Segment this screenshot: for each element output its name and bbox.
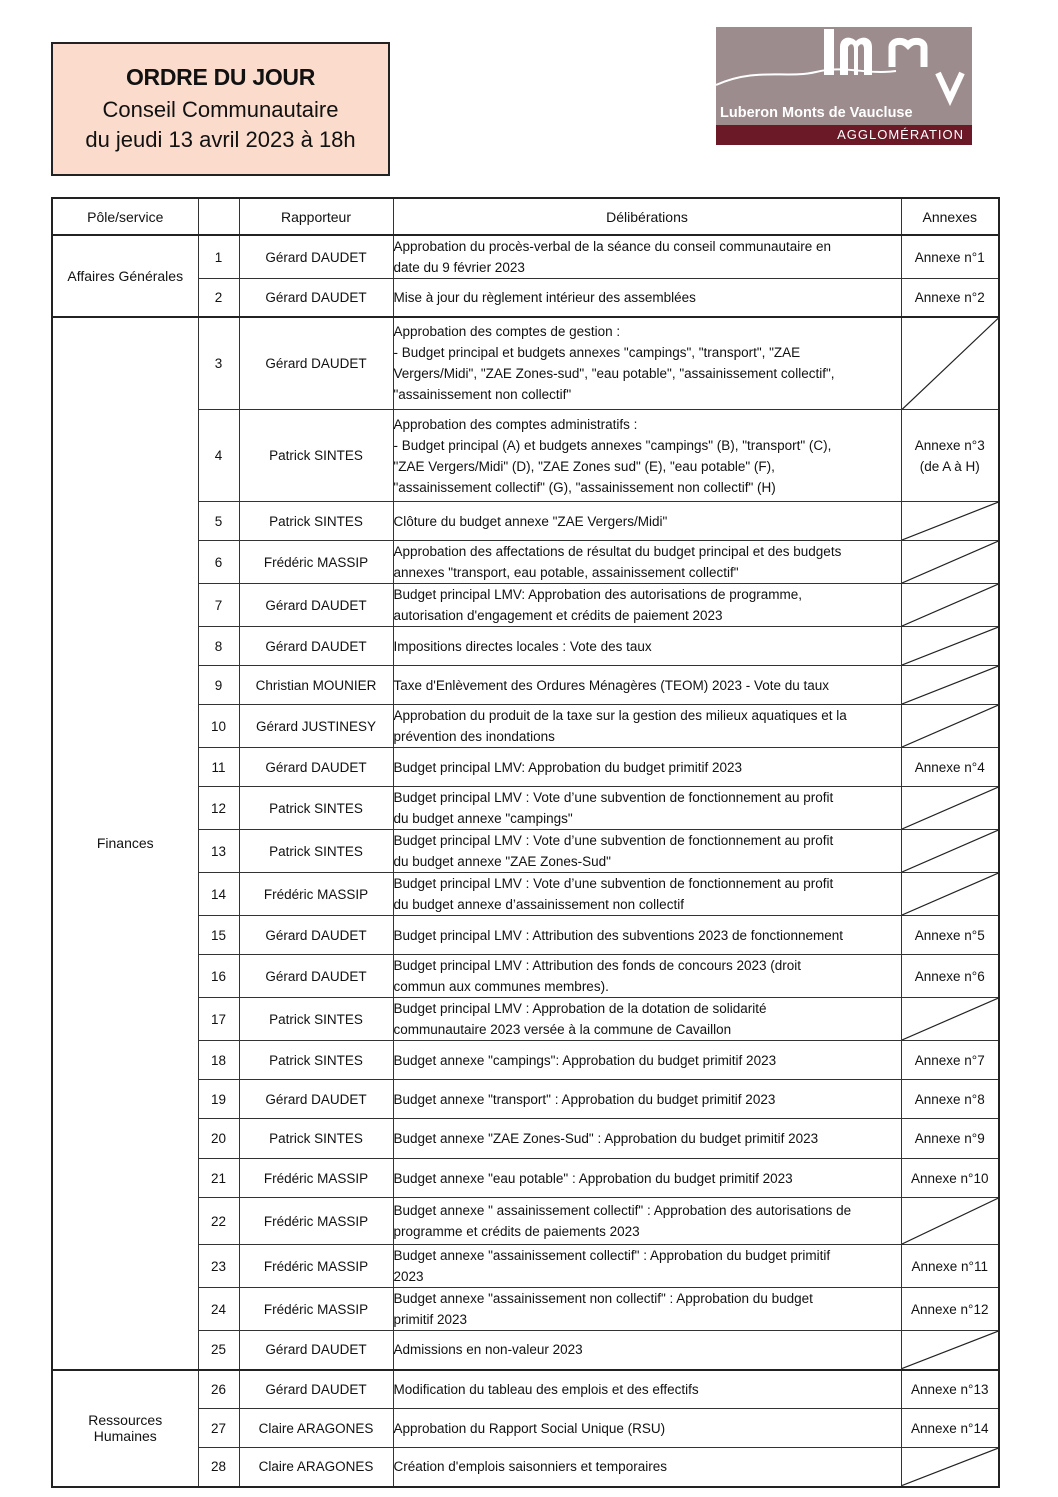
item-number: 9 [198, 666, 239, 705]
header-rapporteur: Rapporteur [239, 198, 393, 235]
item-number: 22 [198, 1198, 239, 1245]
deliberation-line: du budget annexe d’assainissement non collectif [393, 897, 684, 912]
deliberation-cell [393, 1119, 901, 1159]
annexe-line: Annexe n°10 [911, 1170, 989, 1186]
annexe-cell [901, 541, 999, 584]
annexe-cell [901, 955, 999, 998]
deliberation-cell [393, 541, 901, 584]
deliberation-cell [393, 627, 901, 666]
annexe-cell [901, 916, 999, 955]
rapporteur-cell: Patrick SINTES [239, 410, 393, 502]
rapporteur-cell: Frédéric MASSIP [239, 541, 393, 584]
deliberation-line: Budget principal LMV: Approbation des autorisations de programme, [393, 587, 802, 602]
deliberation-line: Budget annexe "campings": Approbation du budget primitif 2023 [393, 1052, 777, 1068]
no-annexe-diagonal [902, 705, 999, 747]
deliberation-line: Budget principal LMV : Approbation de la dotation de solidarité [393, 1001, 767, 1016]
annexe-cell [901, 787, 999, 830]
rapporteur-cell: Frédéric MASSIP [239, 1159, 393, 1198]
annexe-cell [901, 1119, 999, 1159]
logo-tagline: AGGLOMÉRATION [716, 125, 972, 145]
deliberation-line: Vergers/Midi", "ZAE Zones-sud", "eau potable", "assainissement collectif", [393, 366, 835, 382]
deliberation-line: primitif 2023 [393, 1312, 468, 1327]
item-number: 14 [198, 873, 239, 916]
annexe-cell [901, 1409, 999, 1448]
rapporteur-cell: Claire ARAGONES [239, 1448, 393, 1487]
deliberation-line: date du 9 février 2023 [393, 260, 525, 275]
deliberation-cell [393, 1041, 901, 1080]
document-subtitle: Conseil Communautaire [102, 97, 339, 122]
deliberation-line: Approbation du procès-verbal de la séance du conseil communautaire en [393, 239, 832, 254]
rapporteur-cell: Gérard DAUDET [239, 955, 393, 998]
deliberation-line: Budget annexe "eau potable" : Approbation du budget primitif 2023 [393, 1170, 793, 1186]
no-annexe-diagonal [902, 541, 999, 583]
item-number: 15 [198, 916, 239, 955]
deliberation-cell [393, 1080, 901, 1119]
annexe-cell [901, 1080, 999, 1119]
deliberation-cell [393, 279, 901, 317]
annexe-line: (de A à H) [919, 458, 980, 474]
agenda-body [52, 235, 999, 1487]
title-box [51, 42, 390, 176]
item-number: 23 [198, 1245, 239, 1288]
deliberation-line: Budget annexe "assainissement non collectif" : Approbation du budget [393, 1291, 813, 1306]
deliberation-line: Budget principal LMV : Attribution des fonds de concours 2023 (droit [393, 958, 801, 973]
annexe-line: Annexe n°7 [914, 1052, 985, 1068]
annexe-cell [901, 1245, 999, 1288]
deliberation-line: Taxe d'Enlèvement des Ordures Ménagères (TEOM) 2023 - Vote du taux [393, 677, 830, 693]
no-annexe-diagonal [902, 1448, 999, 1486]
no-annexe-diagonal [902, 318, 999, 410]
deliberation-cell [393, 705, 901, 748]
deliberation-line: commun aux communes membres). [393, 979, 609, 994]
annexe-line: Annexe n°11 [911, 1258, 988, 1274]
rapporteur-cell: Gérard DAUDET [239, 916, 393, 955]
item-number: 6 [198, 541, 239, 584]
header-annexes: Annexes [901, 198, 999, 235]
item-number: 21 [198, 1159, 239, 1198]
rapporteur-cell: Patrick SINTES [239, 787, 393, 830]
rapporteur-cell: Patrick SINTES [239, 502, 393, 541]
deliberation-line: Création d'emplois saisonniers et temporaires [393, 1459, 667, 1475]
annexe-cell [901, 502, 999, 541]
table-header-row [52, 198, 999, 235]
deliberation-cell [393, 1448, 901, 1487]
agenda-table [51, 197, 1000, 1488]
rapporteur-cell: Patrick SINTES [239, 1119, 393, 1159]
annexe-cell [901, 627, 999, 666]
logo-brand-name: Luberon Monts de Vaucluse [720, 105, 913, 121]
no-annexe-diagonal [902, 627, 999, 665]
annexe-line: Annexe n°3 [914, 437, 985, 453]
no-annexe-diagonal [902, 998, 999, 1040]
deliberation-line: Admissions en non-valeur 2023 [393, 1342, 583, 1358]
deliberation-line: Budget annexe " assainissement collectif" : Approbation des autorisations de [393, 1203, 852, 1218]
no-annexe-diagonal [902, 830, 999, 872]
pole-label-line: Finances [96, 835, 154, 851]
pole-label-line: Ressources [88, 1412, 163, 1428]
deliberation-cell [393, 1409, 901, 1448]
no-annexe-diagonal [902, 666, 999, 704]
annexe-cell [901, 830, 999, 873]
item-number: 1 [198, 235, 239, 279]
table-row [52, 317, 999, 410]
item-number: 3 [198, 317, 239, 410]
item-number: 13 [198, 830, 239, 873]
deliberation-line: Clôture du budget annexe "ZAE Vergers/Midi" [393, 513, 668, 529]
annexe-line: Annexe n°14 [911, 1420, 989, 1436]
rapporteur-cell: Gérard DAUDET [239, 748, 393, 787]
annexe-cell [901, 235, 999, 279]
deliberation-line: Budget annexe "transport" : Approbation du budget primitif 2023 [393, 1091, 776, 1107]
annexe-cell [901, 1159, 999, 1198]
annexe-cell [901, 279, 999, 317]
item-number: 25 [198, 1331, 239, 1370]
deliberation-line: Budget principal LMV : Vote d’une subvention de fonctionnement au profit [393, 876, 834, 891]
item-number: 20 [198, 1119, 239, 1159]
annexe-line: Annexe n°2 [914, 289, 985, 305]
item-number: 26 [198, 1370, 239, 1409]
item-number: 18 [198, 1041, 239, 1080]
pole-label-line: Affaires Générales [67, 267, 184, 284]
document-title: ORDRE DU JOUR [125, 64, 316, 90]
annexe-line: Annexe n°9 [914, 1131, 985, 1146]
annexe-cell [901, 873, 999, 916]
deliberation-line: prévention des inondations [393, 729, 555, 744]
deliberation-line: Budget principal LMV : Attribution des subventions 2023 de fonctionnement [393, 927, 844, 943]
deliberation-cell [393, 873, 901, 916]
no-annexe-diagonal [902, 873, 999, 915]
deliberation-line: - Budget principal (A) et budgets annexes "campings" (B), "transport" (C), [393, 437, 832, 453]
deliberation-line: du budget annexe "campings" [393, 811, 573, 826]
item-number: 8 [198, 627, 239, 666]
deliberation-cell [393, 410, 901, 502]
deliberation-cell [393, 748, 901, 787]
annexe-cell [901, 1198, 999, 1245]
header-pole: Pôle/service [52, 198, 198, 235]
annexe-line: Annexe n°1 [914, 249, 985, 265]
deliberation-cell [393, 1331, 901, 1370]
annexe-cell [901, 410, 999, 502]
deliberation-line: "ZAE Vergers/Midi" (D), "ZAE Zones sud" (E), "eau potable" (F), [393, 458, 775, 474]
item-number: 5 [198, 502, 239, 541]
deliberation-line: Approbation du produit de la taxe sur la gestion des milieux aquatiques et la [393, 708, 847, 723]
annexe-cell [901, 1288, 999, 1331]
item-number: 2 [198, 279, 239, 317]
item-number: 16 [198, 955, 239, 998]
deliberation-line: Budget principal LMV : Vote d’une subvention de fonctionnement au profit [393, 833, 834, 848]
deliberation-cell [393, 666, 901, 705]
rapporteur-cell: Gérard DAUDET [239, 235, 393, 279]
annexe-line: Annexe n°6 [914, 968, 985, 984]
annexe-cell [901, 1370, 999, 1409]
deliberation-cell [393, 955, 901, 998]
header-num [198, 198, 239, 235]
deliberation-line: "assainissement non collectif" [393, 387, 572, 403]
no-annexe-diagonal [902, 502, 999, 540]
deliberation-line: Budget annexe "assainissement collectif" : Approbation du budget primitif [393, 1248, 831, 1263]
item-number: 12 [198, 787, 239, 830]
no-annexe-diagonal [902, 1198, 999, 1244]
item-number: 17 [198, 998, 239, 1041]
no-annexe-diagonal [902, 787, 999, 829]
document-date: du jeudi 13 avril 2023 à 18h [85, 127, 356, 152]
rapporteur-cell: Frédéric MASSIP [239, 873, 393, 916]
item-number: 27 [198, 1409, 239, 1448]
annexe-cell [901, 705, 999, 748]
deliberation-line: Budget annexe "ZAE Zones-Sud" : Approbation du budget primitif 2023 [393, 1131, 819, 1146]
rapporteur-cell: Gérard DAUDET [239, 1080, 393, 1119]
deliberation-line: Approbation des affectations de résultat du budget principal et des budgets [393, 544, 842, 559]
deliberation-line: du budget annexe "ZAE Zones-Sud" [393, 854, 611, 869]
deliberation-cell [393, 317, 901, 410]
rapporteur-cell: Christian MOUNIER [239, 666, 393, 705]
rapporteur-cell: Gérard DAUDET [239, 627, 393, 666]
table-row [52, 1370, 999, 1409]
deliberation-line: Mise à jour du règlement intérieur des assemblées [393, 289, 696, 305]
rapporteur-cell: Gérard DAUDET [239, 317, 393, 410]
deliberation-line: "assainissement collectif" (G), "assainissement non collectif" (H) [393, 479, 776, 495]
annexe-cell [901, 666, 999, 705]
item-number: 11 [198, 748, 239, 787]
item-number: 4 [198, 410, 239, 502]
annexe-cell [901, 1448, 999, 1487]
header-deliberations: Délibérations [393, 198, 901, 235]
item-number: 24 [198, 1288, 239, 1331]
logo-top [716, 27, 972, 125]
no-annexe-diagonal [902, 584, 999, 626]
deliberation-line: autorisation d'engagement et crédits de paiement 2023 [393, 608, 723, 623]
item-number: 19 [198, 1080, 239, 1119]
deliberation-cell [393, 1288, 901, 1331]
deliberation-line: Approbation des comptes de gestion : [393, 324, 621, 340]
deliberation-line: Approbation des comptes administratifs : [393, 416, 638, 432]
deliberation-line: 2023 [393, 1269, 424, 1284]
no-annexe-diagonal [902, 1331, 999, 1369]
pole-cell [52, 1370, 198, 1487]
rapporteur-cell: Patrick SINTES [239, 1041, 393, 1080]
deliberation-line: programme et crédits de paiements 2023 [393, 1224, 640, 1239]
rapporteur-cell: Patrick SINTES [239, 998, 393, 1041]
annexe-cell [901, 748, 999, 787]
deliberation-cell [393, 1370, 901, 1409]
rapporteur-cell: Frédéric MASSIP [239, 1245, 393, 1288]
deliberation-line: Impositions directes locales : Vote des taux [393, 638, 652, 654]
deliberation-line: Approbation du Rapport Social Unique (RSU) [393, 1420, 666, 1436]
deliberation-cell [393, 235, 901, 279]
rapporteur-cell: Patrick SINTES [239, 830, 393, 873]
pole-label-line: Humaines [93, 1428, 157, 1444]
deliberation-line: communautaire 2023 versée à la commune de Cavaillon [393, 1022, 732, 1037]
rapporteur-cell: Frédéric MASSIP [239, 1288, 393, 1331]
rapporteur-cell: Gérard JUSTINESY [239, 705, 393, 748]
annexe-cell [901, 317, 999, 410]
item-number: 10 [198, 705, 239, 748]
lmv-logo [716, 27, 972, 145]
annexe-line: Annexe n°13 [911, 1381, 989, 1397]
table-row [52, 235, 999, 279]
deliberation-cell [393, 916, 901, 955]
rapporteur-cell: Gérard DAUDET [239, 279, 393, 317]
annexe-cell [901, 584, 999, 627]
deliberation-cell [393, 787, 901, 830]
deliberation-line: annexes "transport, eau potable, assainissement collectif" [393, 565, 739, 580]
pole-cell [52, 317, 198, 1370]
deliberation-cell [393, 584, 901, 627]
rapporteur-cell: Gérard DAUDET [239, 1370, 393, 1409]
deliberation-line: Budget principal LMV : Vote d’une subvention de fonctionnement au profit [393, 790, 834, 805]
annexe-cell [901, 998, 999, 1041]
deliberation-cell [393, 1245, 901, 1288]
rapporteur-cell: Claire ARAGONES [239, 1409, 393, 1448]
deliberation-cell [393, 1198, 901, 1245]
item-number: 7 [198, 584, 239, 627]
item-number: 28 [198, 1448, 239, 1487]
annexe-line: Annexe n°8 [914, 1091, 985, 1107]
rapporteur-cell: Gérard DAUDET [239, 584, 393, 627]
annexe-line: Annexe n°5 [914, 927, 985, 943]
annexe-cell [901, 1041, 999, 1080]
annexe-line: Annexe n°12 [911, 1301, 989, 1317]
deliberation-line: - Budget principal et budgets annexes "campings", "transport", "ZAE [393, 345, 801, 361]
rapporteur-cell: Gérard DAUDET [239, 1331, 393, 1370]
pole-cell [52, 235, 198, 317]
rapporteur-cell: Frédéric MASSIP [239, 1198, 393, 1245]
annexe-cell [901, 1331, 999, 1370]
deliberation-cell [393, 830, 901, 873]
deliberation-cell [393, 1159, 901, 1198]
deliberation-line: Modification du tableau des emplois et des effectifs [393, 1381, 699, 1397]
deliberation-line: Budget principal LMV: Approbation du budget primitif 2023 [393, 759, 742, 775]
annexe-line: Annexe n°4 [914, 759, 985, 775]
deliberation-cell [393, 998, 901, 1041]
deliberation-cell [393, 502, 901, 541]
